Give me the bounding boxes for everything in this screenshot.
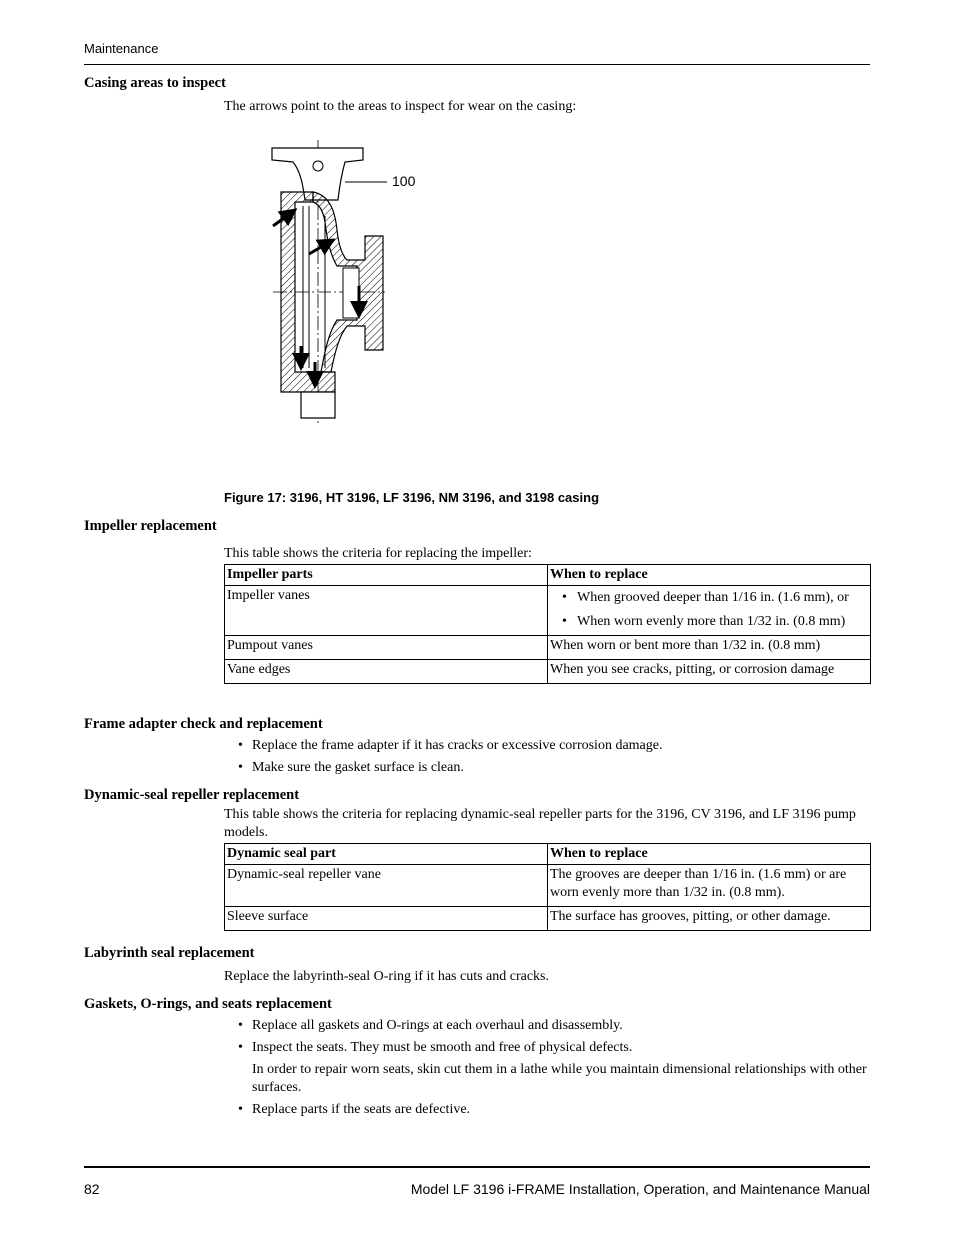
table-header-row	[225, 844, 871, 865]
table-header-row	[225, 565, 871, 586]
callout-100: 100	[392, 173, 416, 189]
table-cell: The surface has grooves, pitting, or other damage.	[548, 907, 871, 931]
table-cell: When worn or bent more than 1/32 in. (0.8 mm)	[548, 636, 871, 660]
table-cell	[548, 586, 871, 636]
casing-figure	[265, 140, 435, 425]
labyrinth-heading: Labyrinth seal replacement	[84, 945, 255, 961]
table-cell: Impeller vanes	[225, 586, 548, 636]
frame-adapter-heading: Frame adapter check and replacement	[84, 716, 323, 732]
table-cell: The grooves are deeper than 1/16 in. (1.6 mm) or are worn evenly more than 1/32 in. (0.8 mm).	[548, 865, 871, 907]
header-rule	[84, 64, 870, 65]
list-item: • Replace the frame adapter if it has cracks or excessive corrosion damage.	[236, 737, 870, 755]
manual-title: Model LF 3196 i-FRAME Installation, Operation, and Maintenance Manual	[410, 1181, 870, 1197]
frame-adapter-list	[236, 737, 870, 781]
table-cell: When you see cracks, pitting, or corrosion damage	[548, 660, 871, 684]
casing-intro: The arrows point to the areas to inspect for wear on the casing:	[224, 99, 577, 114]
list-item: • Make sure the gasket surface is clean.	[236, 759, 870, 777]
table-row	[225, 865, 871, 907]
table-row	[225, 907, 871, 931]
list-item	[236, 1039, 870, 1097]
impeller-heading: Impeller replacement	[84, 518, 217, 534]
repeller-table	[224, 843, 871, 931]
page-number: 82	[84, 1181, 100, 1197]
gaskets-heading: Gaskets, O-rings, and seats replacement	[84, 996, 332, 1012]
table-row	[225, 660, 871, 684]
list-item-text: Inspect the seats. They must be smooth and free of physical defects.	[252, 1040, 633, 1055]
table-row	[225, 586, 871, 636]
gaskets-list	[236, 1017, 870, 1123]
running-header: Maintenance	[84, 41, 159, 56]
list-item: • When grooved deeper than 1/16 in. (1.6 mm), or	[550, 587, 868, 607]
list-item: • Replace parts if the seats are defective.	[236, 1101, 870, 1119]
impeller-table	[224, 564, 871, 684]
column-header: When to replace	[548, 844, 871, 865]
footer-rule	[84, 1166, 870, 1168]
figure-caption: Figure 17: 3196, HT 3196, LF 3196, NM 3196, and 3198 casing	[224, 490, 600, 505]
casing-drawing	[265, 140, 435, 425]
column-header: When to replace	[548, 565, 871, 586]
column-header: Dynamic seal part	[225, 844, 548, 865]
table-cell: Pumpout vanes	[225, 636, 548, 660]
table-cell: Sleeve surface	[225, 907, 548, 931]
repeller-intro: This table shows the criteria for replacing dynamic-seal repeller parts for the 3196, CV 3196, and LF 3196 pump models.	[224, 807, 856, 840]
list-item-note: In order to repair worn seats, skin cut them in a lathe while you maintain dimensional relationships with other surfaces.	[252, 1062, 867, 1095]
list-item: • Replace all gaskets and O-rings at each overhaul and disassembly.	[236, 1017, 870, 1035]
list-item: • When worn evenly more than 1/32 in. (0.8 mm)	[550, 611, 868, 631]
casing-heading: Casing areas to inspect	[84, 75, 226, 91]
labyrinth-text: Replace the labyrinth-seal O-ring if it has cuts and cracks.	[224, 969, 549, 984]
column-header: Impeller parts	[225, 565, 548, 586]
table-row	[225, 636, 871, 660]
repeller-heading: Dynamic-seal repeller replacement	[84, 787, 300, 803]
table-cell: Vane edges	[225, 660, 548, 684]
table-cell: Dynamic-seal repeller vane	[225, 865, 548, 907]
impeller-intro: This table shows the criteria for replacing the impeller:	[224, 546, 532, 561]
